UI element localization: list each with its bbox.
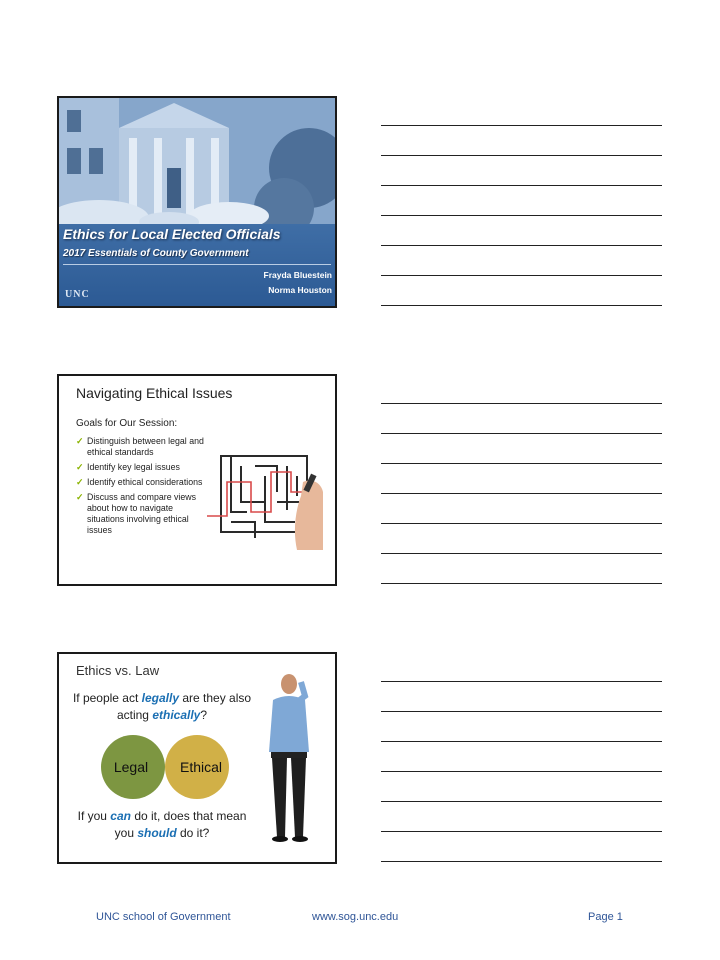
note-line (381, 493, 662, 494)
note-line (381, 771, 662, 772)
venn-label-legal: Legal (113, 759, 149, 775)
author-name: Frayda Bluestein (263, 270, 332, 280)
note-line (381, 741, 662, 742)
note-line (381, 125, 662, 126)
note-line (381, 245, 662, 246)
note-line (381, 681, 662, 682)
slide-ethics-vs-law (57, 652, 337, 864)
note-line (381, 215, 662, 216)
slide-title: Navigating Ethical Issues (76, 385, 233, 401)
check-icon: ✓ (76, 462, 84, 472)
question-legal-ethical: If people act legally are they also acting ethically? (72, 691, 252, 722)
thinking-man-figure (259, 672, 321, 842)
note-line (381, 403, 662, 404)
note-line (381, 305, 662, 306)
note-line (381, 275, 662, 276)
author-name: Norma Houston (268, 285, 332, 295)
note-line (381, 553, 662, 554)
question-can-should: If you can do it, does that mean you should do it? (77, 809, 247, 840)
goals-list (76, 436, 211, 540)
presentation-subtitle: 2017 Essentials of County Government (63, 248, 249, 259)
goals-heading: Goals for Our Session: (76, 418, 178, 429)
note-line (381, 523, 662, 524)
venn-diagram (93, 734, 239, 800)
footer-org: UNC school of Government (96, 911, 231, 923)
slide-navigating (57, 374, 337, 586)
slide-title (57, 96, 337, 308)
note-line (381, 155, 662, 156)
note-line (381, 583, 662, 584)
note-line (381, 185, 662, 186)
note-line (381, 433, 662, 434)
list-item: ✓ Discuss and compare views about how to navigate situations involving ethical issues (76, 492, 197, 535)
note-line (381, 861, 662, 862)
list-item: ✓ Identify key legal issues (76, 462, 180, 472)
check-icon: ✓ (76, 492, 84, 502)
list-item: ✓ Distinguish between legal and ethical standards (76, 436, 204, 457)
presentation-title: Ethics for Local Elected Officials (63, 226, 281, 242)
footer-url[interactable]: www.sog.unc.edu (312, 911, 399, 923)
footer-page: Page 1 (588, 911, 623, 923)
note-line (381, 711, 662, 712)
check-icon: ✓ (76, 477, 84, 487)
venn-label-ethical: Ethical (179, 759, 223, 775)
slide-title: Ethics vs. Law (76, 663, 160, 678)
divider (63, 264, 331, 265)
unc-logo: UNC (65, 289, 90, 300)
maze-drawing-icon (207, 452, 325, 550)
note-line (381, 831, 662, 832)
list-item: ✓ Identify ethical considerations (76, 477, 203, 487)
note-line (381, 463, 662, 464)
check-icon: ✓ (76, 436, 84, 446)
note-line (381, 801, 662, 802)
